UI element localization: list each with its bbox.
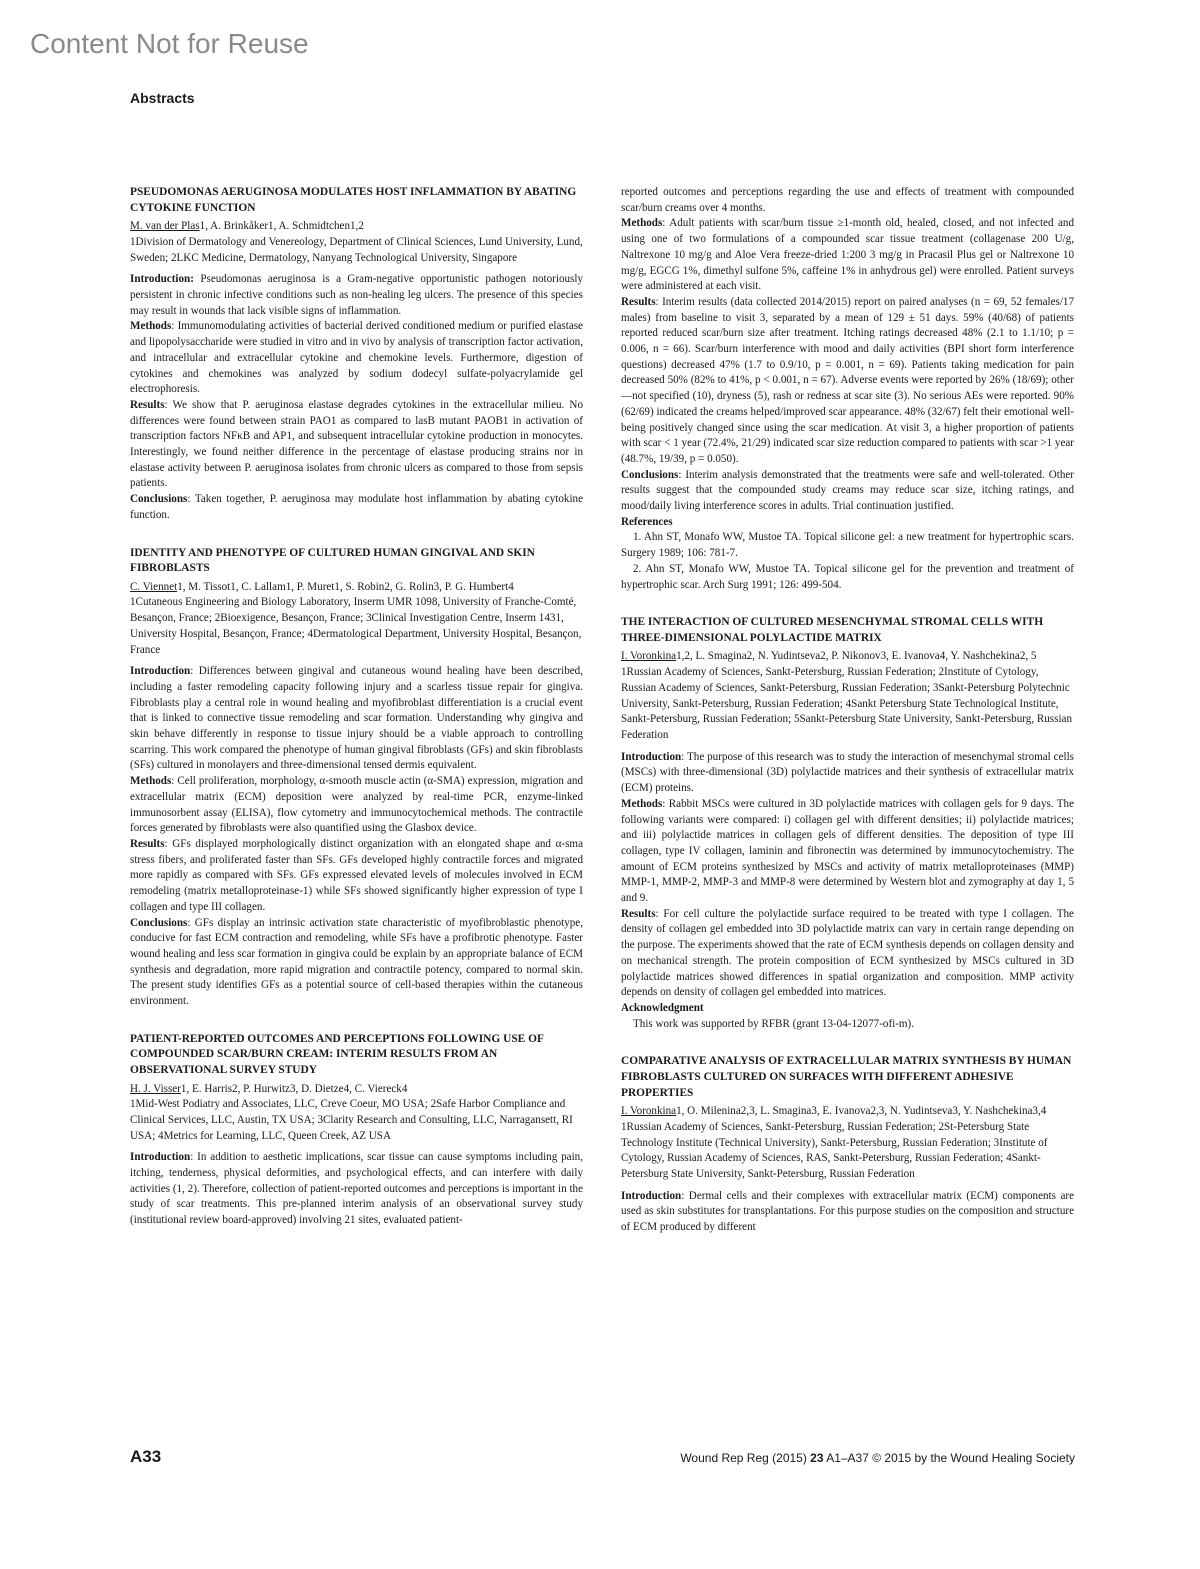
abstract-section [621,468,1074,515]
abstract-section [130,272,583,319]
section-text: : GFs displayed morphologically distinct organization with an elongated shape and α-sma stress fibers, and proliferated faster than SFs. GFs developed highly contractile forces and migrated more rapidly as compared with SFs. GFs expressed elevated levels of molecules involved in ECM remodeling (matrix metalloproteinase-1) while SFs showed significantly higher expression of type I collagen and type III collagen. [130,837,583,913]
other-authors: 1, A. Brinkåker1, A. Schmidtchen1,2 [199,220,364,233]
abstract-section [130,398,583,492]
abstract-authors [130,219,583,235]
abstract-authors [621,1104,1074,1120]
section-text: : We show that P. aeruginosa elastase degrades cytokines in the extracellular milieu. No differences were found between strain PAO1 as compared to lasB mutant PAOB1 in activation of transcription factors NFκB and AP1, and subsequent intracellular cytokine production in monocytes. Interestingly, we found neither difference in the percentage of elastase producing strains nor in elastase activity between P. aeruginosa isolates from chronic ulcers as compared to those from sepsis patients. [130,398,583,490]
section-text: : Rabbit MSCs were cultured in 3D polylactide matrices with collagen gels for 9 days. The following variants were compared: i) collagen gel with different densities; ii) polylactide matrices; and iii) polylactide matrices in collagen gels of different densities. The deposition of type III collagen, type IV collagen, laminin and fibronectin was determined by immunocytochemistry. The amount of ECM proteins synthesized by MSCs and activity of matrix metalloproteinases (MMP) MMP-1, MMP-2, MMP-3 and MMP-8 were determined by Western blot and zymography at day 1, 5 and 9. [621,797,1074,905]
first-author: I. Voronkina [621,1105,677,1118]
journal-prefix: Wound Rep Reg (2015) [680,1451,811,1465]
section-text: : Adult patients with scar/burn tissue ≥1-month old, healed, closed, and not infected and using one of two formulations of a compounded scar tissue treatment (collagenase 200 U/g, Naltrexone 10 mg/g and Aloe Vera freeze-dried 1:200 3 mg/g in Pracasil Plus gel or Naltrexone 10 mg/g, EGCG 1%, dimethyl sulfone 5%, caffeine 1% in anhydrous gel) were enrolled. Patient surveys were administered at each visit. [621,217,1074,293]
other-authors: 1, E. Harris2, P. Hurwitz3, D. Dietze4, C. Viereck4 [180,1082,408,1095]
abstract-authors [130,1082,583,1098]
section-heading: Methods [621,797,663,810]
reference-item: 1. Ahn ST, Monafo WW, Mustoe TA. Topical silicone gel: a new treatment for hypertrophic scars. Surgery 1989; 106: 781-7. [621,531,1074,560]
continuation-text: reported outcomes and perceptions regarding the use and effects of treatment with compounded scar/burn creams over 4 months. [621,186,1074,214]
abstract-authors [621,649,1074,665]
section-text: : Differences between gingival and cutaneous wound healing have been described, including a faster remodeling capacity following injury and a scarless tissue repair for gingiva. Fibroblasts play a central role in wound healing and myofibroblast differentiation is a crucial event that is linked to connective tissue remodeling and scar formation. Understanding why gingiva and skin behave differently in response to tissue injury should be a viable approach to controlling scarring. This work compared the phenotype of human gingival fibroblasts (GFs) and skin fibroblasts (SFs) cultured in monolayers and three-dimensional tensed dermis equivalent. [130,665,583,772]
journal-suffix: A1–A37 © 2015 by the Wound Healing Society [823,1451,1075,1465]
section-text: : Cell proliferation, morphology, α-smooth muscle actin (α-SMA) expression, migration and extracellular matrix (ECM) deposition were analyzed by real-time PCR, enzyme-linked immunosorbent assay (ELISA), flow cytometry and immunocytochemical methods. The contractile forces generated by fibroblasts were also quantified using the Glasbox device. [130,775,583,835]
section-text: : Immunomodulating activities of bacterial derived conditioned medium or purified elastase and lipopolysaccharide were studied in vitro and in vivo by analysis of transcription factor activation, and intracellular and extracellular cytokine and chemokine levels. Furthermore, digestion of cytokines and chemokines was analyzed by sodium dodecyl sulfate-polyacrylamide gel electrophoresis. [130,320,583,396]
abstract-section [130,319,583,398]
other-authors: 1, M. Tissot1, C. Lallam1, P. Muret1, S. Robin2, G. Rolin3, P. G. Humbert4 [177,580,514,593]
abstract-affiliations: 1Division of Dermatology and Venereology, Department of Clinical Sciences, Lund University, Lund, Sweden; 2LKC Medicine, Dermatology, Nanyang Technological University, Singapore [130,235,583,264]
section-heading: Introduction [621,750,682,763]
page-number: A33 [130,1447,162,1466]
abstract-section [130,492,583,523]
section-heading: Introduction [621,1189,682,1202]
abstract-section [621,295,1074,468]
reference-item: 2. Ahn ST, Monafo WW, Mustoe TA. Topical silicone gel for the prevention and treatment of hypertrophic scar. Arch Surg 1991; 126: 499-504. [621,562,1074,591]
abstract-section [130,837,583,916]
section-heading: Results [621,907,656,920]
references-heading: References [621,515,673,528]
section-heading: Introduction [130,665,191,678]
section-heading: Conclusions [130,916,188,929]
section-text: : Taken together, P. aeruginosa may modulate host inflammation by abating cytokine function. [130,493,583,521]
section-text: Pseudomonas aeruginosa is a Gram-negative opportunistic pathogen notoriously persistent in chronic infective conditions such as non-healing leg ulcers. The presence of this species may result in wounds that lack visible signs of inflammation. [130,273,583,317]
section-text: : Interim results (data collected 2014/2015) report on paired analyses (n = 69, 52 females/17 males) from baseline to visit 3, separated by a mean of 129 ± 51 days. 59% (40/68) of patients reported reduced scar/burn size after treatment. Itching ratings decreased 48% (2.1 to 1.1/10; p = 0.006, n = 66). Scar/burn interference with mood and daily activities (BPI short form interference questions) decreased 47% (1.7 to 0.9/10, p = 0.001, n = 69). Patients taking medication for pain decreased 50% (82% to 41%, p < 0.001, n = 67). Adverse events were reported by 26% (18/69); other—not specified (10), dryness (5), rash or redness at scar site (3). No serious AEs were reported. 90% (62/69) indicated the creams helped/improved scar appearance. 48% (32/67) felt their emotional well-being positively changed since using the scar medication. At visit 3, a higher proportion of patients with scar < 1 year (72.4%, 21/29) indicated scar size reduction compared to patients with scar >1 year (48.7%, 19/39, p = 0.050). [621,295,1074,465]
section-heading: Introduction [130,1151,191,1164]
abstract [130,185,583,524]
abstract-section [621,750,1074,797]
section-heading: Conclusions [130,493,188,506]
abstract [621,615,1074,1032]
section-heading: Methods [130,775,172,788]
first-author: C. Viennet [130,580,178,593]
abstract-section [130,774,583,837]
right-column [621,185,1074,1258]
section-text: : The purpose of this research was to study the interaction of mesenchymal stromal cells (MSCs) with three-dimensional (3D) polylactide matrices and their synthesis of extracellular matrix (ECM) proteins. [621,750,1074,795]
first-author: I. Voronkina [621,650,677,663]
abstract-title: PSEUDOMONAS AERUGINOSA MODULATES HOST INFLAMMATION BY ABATING CYTOKINE FUNCTION [130,186,577,214]
section-heading: Results [621,295,656,308]
section-heading: Methods [621,217,663,230]
section-text: : GFs display an intrinsic activation state characteristic of myofibroblastic phenotype, conducive for fast ECM contraction and remodeling, while SFs have a profibrotic phenotype. Faster wound healing and less scar formation in gingiva could be explain by an appropriate balance of ECM synthesis and degradation, more rapid migration and contractile potency, compared to normal skin. The present study identifies GFs as a potential source of cell-based therapies within the cutaneous environment. [130,916,583,1008]
section-label: Abstracts [130,90,195,106]
section-heading: Results [130,837,165,850]
section-text: : Dermal cells and their complexes with extracellular matrix (ECM) components are used as skin substitutes for transplantations. For this purpose studies on the composition and structure of ECM produced by different [621,1189,1074,1234]
section-heading: Conclusions [621,468,679,481]
abstract-title: PATIENT-REPORTED OUTCOMES AND PERCEPTIONS FOLLOWING USE OF COMPOUNDED SCAR/BURN CREAM: INTERIM RESULTS FROM AN OBSERVATIONAL SURVEY STUDY [130,1032,544,1076]
abstract-section [621,907,1074,1001]
abstract-affiliations: 1Russian Academy of Sciences, Sankt-Petersburg, Russian Federation; 2Institute of Cytology, Russian Academy of Sciences, Sankt-Petersburg, Russian Federation; 3Sankt-Petersburg Polytechnic University, Sankt-Petersburg, Russian Federation; 4Sankt Petersburg State Technological Institute, Sankt-Petersburg, Russian Federation; 5Sankt-Petersburg State University, Sankt-Petersburg, Russian Federation [621,666,1072,741]
abstract [621,1054,1074,1235]
abstract-section [621,1189,1074,1236]
watermark: Content Not for Reuse [30,28,309,59]
abstract-continuation [621,185,1074,593]
other-authors: 1, O. Milenina2,3, L. Smagina3, E. Ivanova2,3, N. Yudintseva3, Y. Nashchekina3,4 [676,1105,1047,1118]
abstract-authors [130,580,583,596]
journal-volume: 23 [810,1451,824,1465]
abstract-section [130,664,583,774]
abstract-title: IDENTITY AND PHENOTYPE OF CULTURED HUMAN GINGIVAL AND SKIN FIBROBLASTS [130,546,535,575]
left-column [130,185,583,1251]
other-authors: 1,2, L. Smagina2, N. Yudintseva2, P. Nikonov3, E. Ivanova4, Y. Nashchekina2, 5 [676,650,1037,663]
abstract-affiliations: 1Russian Academy of Sciences, Sankt-Petersburg, Russian Federation; 2St-Petersburg State Technology Institute (Technical University), Sankt-Petersburg, Russian Federation; 3Institute of Cytology, Russian Academy of Sciences, RAS, Sankt-Petersburg, Russian Federation; 4Sankt-Petersburg State University, Sankt-Petersburg, Russian Federation [621,1120,1048,1180]
abstract-section [130,916,583,1010]
section-text: : For cell culture the polylactide surface required to be treated with type I collagen. The density of collagen gel embedded into 3D polylactide matrix can vary in certain range depending on the purpose. The experiments showed that the rate of ECM synthesis depends on collagen density and on mechanical strength. The protein composition of ECM synthesized by MSCs cultured in 3D polylactide matrices showed differences in spatial organization and composition. MMP activity depends on density of collagen gel embedded into matrices. [621,907,1074,999]
section-text: : In addition to aesthetic implications, scar tissue can cause symptoms including pain, itching, tenderness, physical deformities, and psychological effects, and can interfere with daily activities (1, 2). Therefore, collection of patient-reported outcomes and perceptions is important in the study of scar treatments. This pre-planned interim analysis of an observational survey study (institutional review board-approved) involving 21 sites, evaluated patient- [130,1151,583,1227]
first-author: M. van der Plas [130,220,200,233]
abstract-section [621,216,1074,295]
abstract-title: COMPARATIVE ANALYSIS OF EXTRACELLULAR MATRIX SYNTHESIS BY HUMAN FIBROBLASTS CULTURED ON SURFACES WITH DIFFERENT ADHESIVE PROPERTIES [621,1055,1072,1099]
abstract [130,546,583,1010]
section-heading: Results [130,398,165,411]
first-author: H. J. Visser [130,1082,181,1095]
abstract-section [130,1150,583,1229]
abstract-affiliations: 1Cutaneous Engineering and Biology Laboratory, Inserm UMR 1098, University of Franche-Comté, Besançon, France; 2Bioexigence, Besançon, France; 3Clinical Investigation Centre, Inserm 1431, University Hospital, Besançon, France; 4Dermatological Department, University Hospital, Besançon, France [130,596,582,656]
acknowledgment-heading: Acknowledgment [621,1001,704,1014]
section-text: : Interim analysis demonstrated that the treatments were safe and well-tolerated. Other results suggest that the compounded study creams may reduce scar size, itching ratings, and mood/daily living interference scores in adults. Trial continuation justified. [621,468,1074,513]
abstract [130,1032,583,1229]
abstract-title: THE INTERACTION OF CULTURED MESENCHYMAL STROMAL CELLS WITH THREE-DIMENSIONAL POLYLACTIDE MATRIX [621,616,1044,644]
journal-citation [680,1451,1075,1465]
section-heading: Introduction: [130,273,194,286]
acknowledgment-text: This work was supported by RFBR (grant 13-04-12077-ofi-m). [633,1017,915,1030]
section-heading: Methods [130,320,172,333]
abstract-affiliations: 1Mid-West Podiatry and Associates, LLC, Creve Coeur, MO USA; 2Safe Harbor Compliance and Clinical Services, LLC, Austin, TX USA; 3Clarity Research and Consulting, LLC, Narragansett, RI USA; 4Metrics for Learning, LLC, Queen Creek, AZ USA [130,1098,573,1142]
abstract-section [621,797,1074,907]
